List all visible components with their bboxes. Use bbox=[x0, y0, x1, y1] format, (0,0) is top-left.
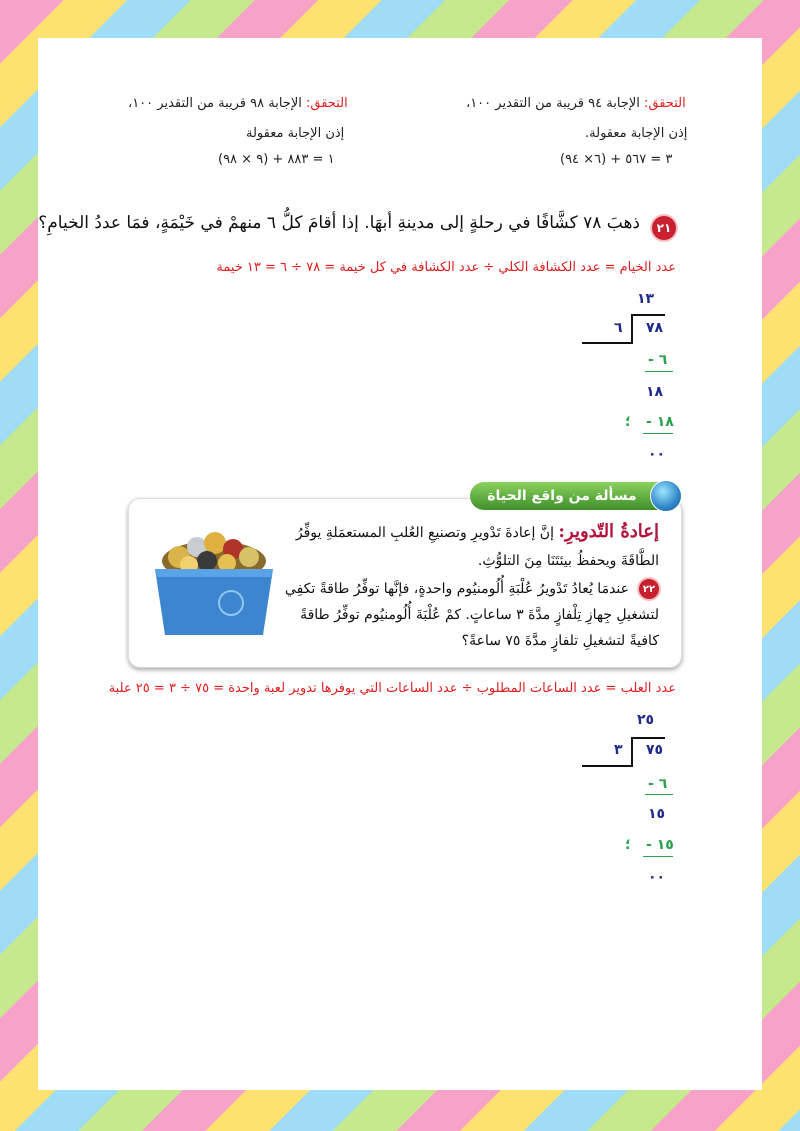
question-21-solution: عدد الخيام = عدد الكشافة الكلي ÷ عدد الكشافة في كل خيمة = ٧٨ ÷ ٦ = ١٣ خيمة bbox=[216, 260, 676, 275]
q22-dividend: ٧٥ bbox=[646, 742, 664, 758]
q22-sub2-line bbox=[643, 856, 673, 857]
q21-division-bracket bbox=[631, 314, 633, 344]
q21-subtract-2: ١٨ - bbox=[646, 414, 674, 430]
q22-quotient: ٢٥ bbox=[637, 712, 655, 728]
recycling-intro-line2: الطَّاقَةَ ويحفظُ بيئتَنَا مِنَ التلوُّثِ. bbox=[477, 553, 659, 569]
q22-subtract-1: ٦ - bbox=[648, 776, 668, 792]
q21-remainder-2: ٠٠ bbox=[648, 446, 666, 462]
q22-remainder-1: ١٥ bbox=[648, 806, 666, 822]
question-22-solution: عدد العلب = عدد الساعات المطلوب ÷ عدد الساعات التي يوفرها تدوير لعبة واحدة = ٧٥ ÷ ٣ = ٢٥ علبة bbox=[108, 681, 676, 696]
q22-remainder-2: ٠٠ bbox=[648, 869, 666, 885]
check-left-line2: إذن الإجابة معقولة bbox=[246, 126, 345, 141]
q22-subtract-2-mark: ؛ bbox=[625, 837, 631, 853]
check-right-line3: (٦× ٩٤) + ٣ = ٥٦٧ bbox=[560, 152, 673, 167]
q21-quotient: ١٣ bbox=[637, 291, 655, 307]
q21-dividend: ٧٨ bbox=[646, 320, 664, 336]
q21-divisor: ٦ bbox=[614, 320, 623, 336]
real-life-banner: مسألة من واقع الحياة bbox=[470, 482, 676, 510]
q21-subtract-1: ٦ - bbox=[648, 352, 668, 368]
check-right-line1: التحقق: الإجابة ٩٤ قريبة من التقدير ١٠٠، bbox=[466, 96, 686, 111]
q22-divisor: ٣ bbox=[614, 742, 623, 758]
check-left-line1: التحقق: الإجابة ٩٨ قريبة من التقدير ١٠٠، bbox=[128, 96, 348, 111]
q21-division-bar bbox=[631, 314, 665, 316]
q22-division-bracket bbox=[631, 737, 633, 767]
q22-division-underline bbox=[582, 765, 633, 767]
question-22-line1: عندمَا يُعادُ تَدْويرُ عُلْبَةِ أُلُومنيُوم واحدةٍ، فإنَّها توفِّرُ طاقةً تكفِي bbox=[284, 581, 629, 597]
recycling-intro-line1: إعادةُ التّدويرِ: إنَّ إعادةَ تَدْويرِ وتصنيعِ العُلبِ المستعمَلةِ يوفِّرُ bbox=[295, 521, 659, 542]
q21-sub2-line bbox=[643, 433, 673, 434]
q21-remainder-1: ١٨ bbox=[646, 384, 664, 400]
q22-subtract-2: ١٥ - bbox=[646, 837, 674, 853]
globe-icon bbox=[650, 480, 682, 512]
check-right-line2: إذن الإجابة معقولة. bbox=[585, 126, 688, 141]
question-21-badge: ٢١ bbox=[652, 216, 676, 240]
recycle-bin-image bbox=[149, 529, 279, 641]
q22-sub1-line bbox=[645, 794, 673, 795]
question-21-text: ذهبَ ٧٨ كشَّافًا في رحلةٍ إلى مدينةِ أبهَا. إذا أقامَ كلُّ ٦ منهمْ في خَيْمَةٍ، فمَا عددُ الخيامِ؟ bbox=[38, 213, 640, 233]
q22-division-bar bbox=[631, 737, 665, 739]
check-left-line3: (٩ × ٩٨) + ١ = ٨٨٣ bbox=[218, 152, 335, 167]
question-22-badge: ٢٢ bbox=[639, 579, 659, 599]
q21-sub1-line bbox=[645, 371, 673, 372]
q21-subtract-2-mark: ؛ bbox=[625, 414, 631, 430]
q21-division-underline bbox=[582, 342, 633, 344]
real-life-card bbox=[128, 498, 682, 668]
question-22-line2: لتشغيلِ جِهازِ تِلْفازٍ مدَّةَ ٣ ساعاتٍ. كمْ عُلْبَةَ أُلُومنيُوم توفِّرُ طاقةً bbox=[300, 607, 659, 623]
question-22-line3: كافيةً لتشغيلِ تلفازٍ مدَّةَ ٧٥ ساعةً؟ bbox=[461, 633, 659, 649]
